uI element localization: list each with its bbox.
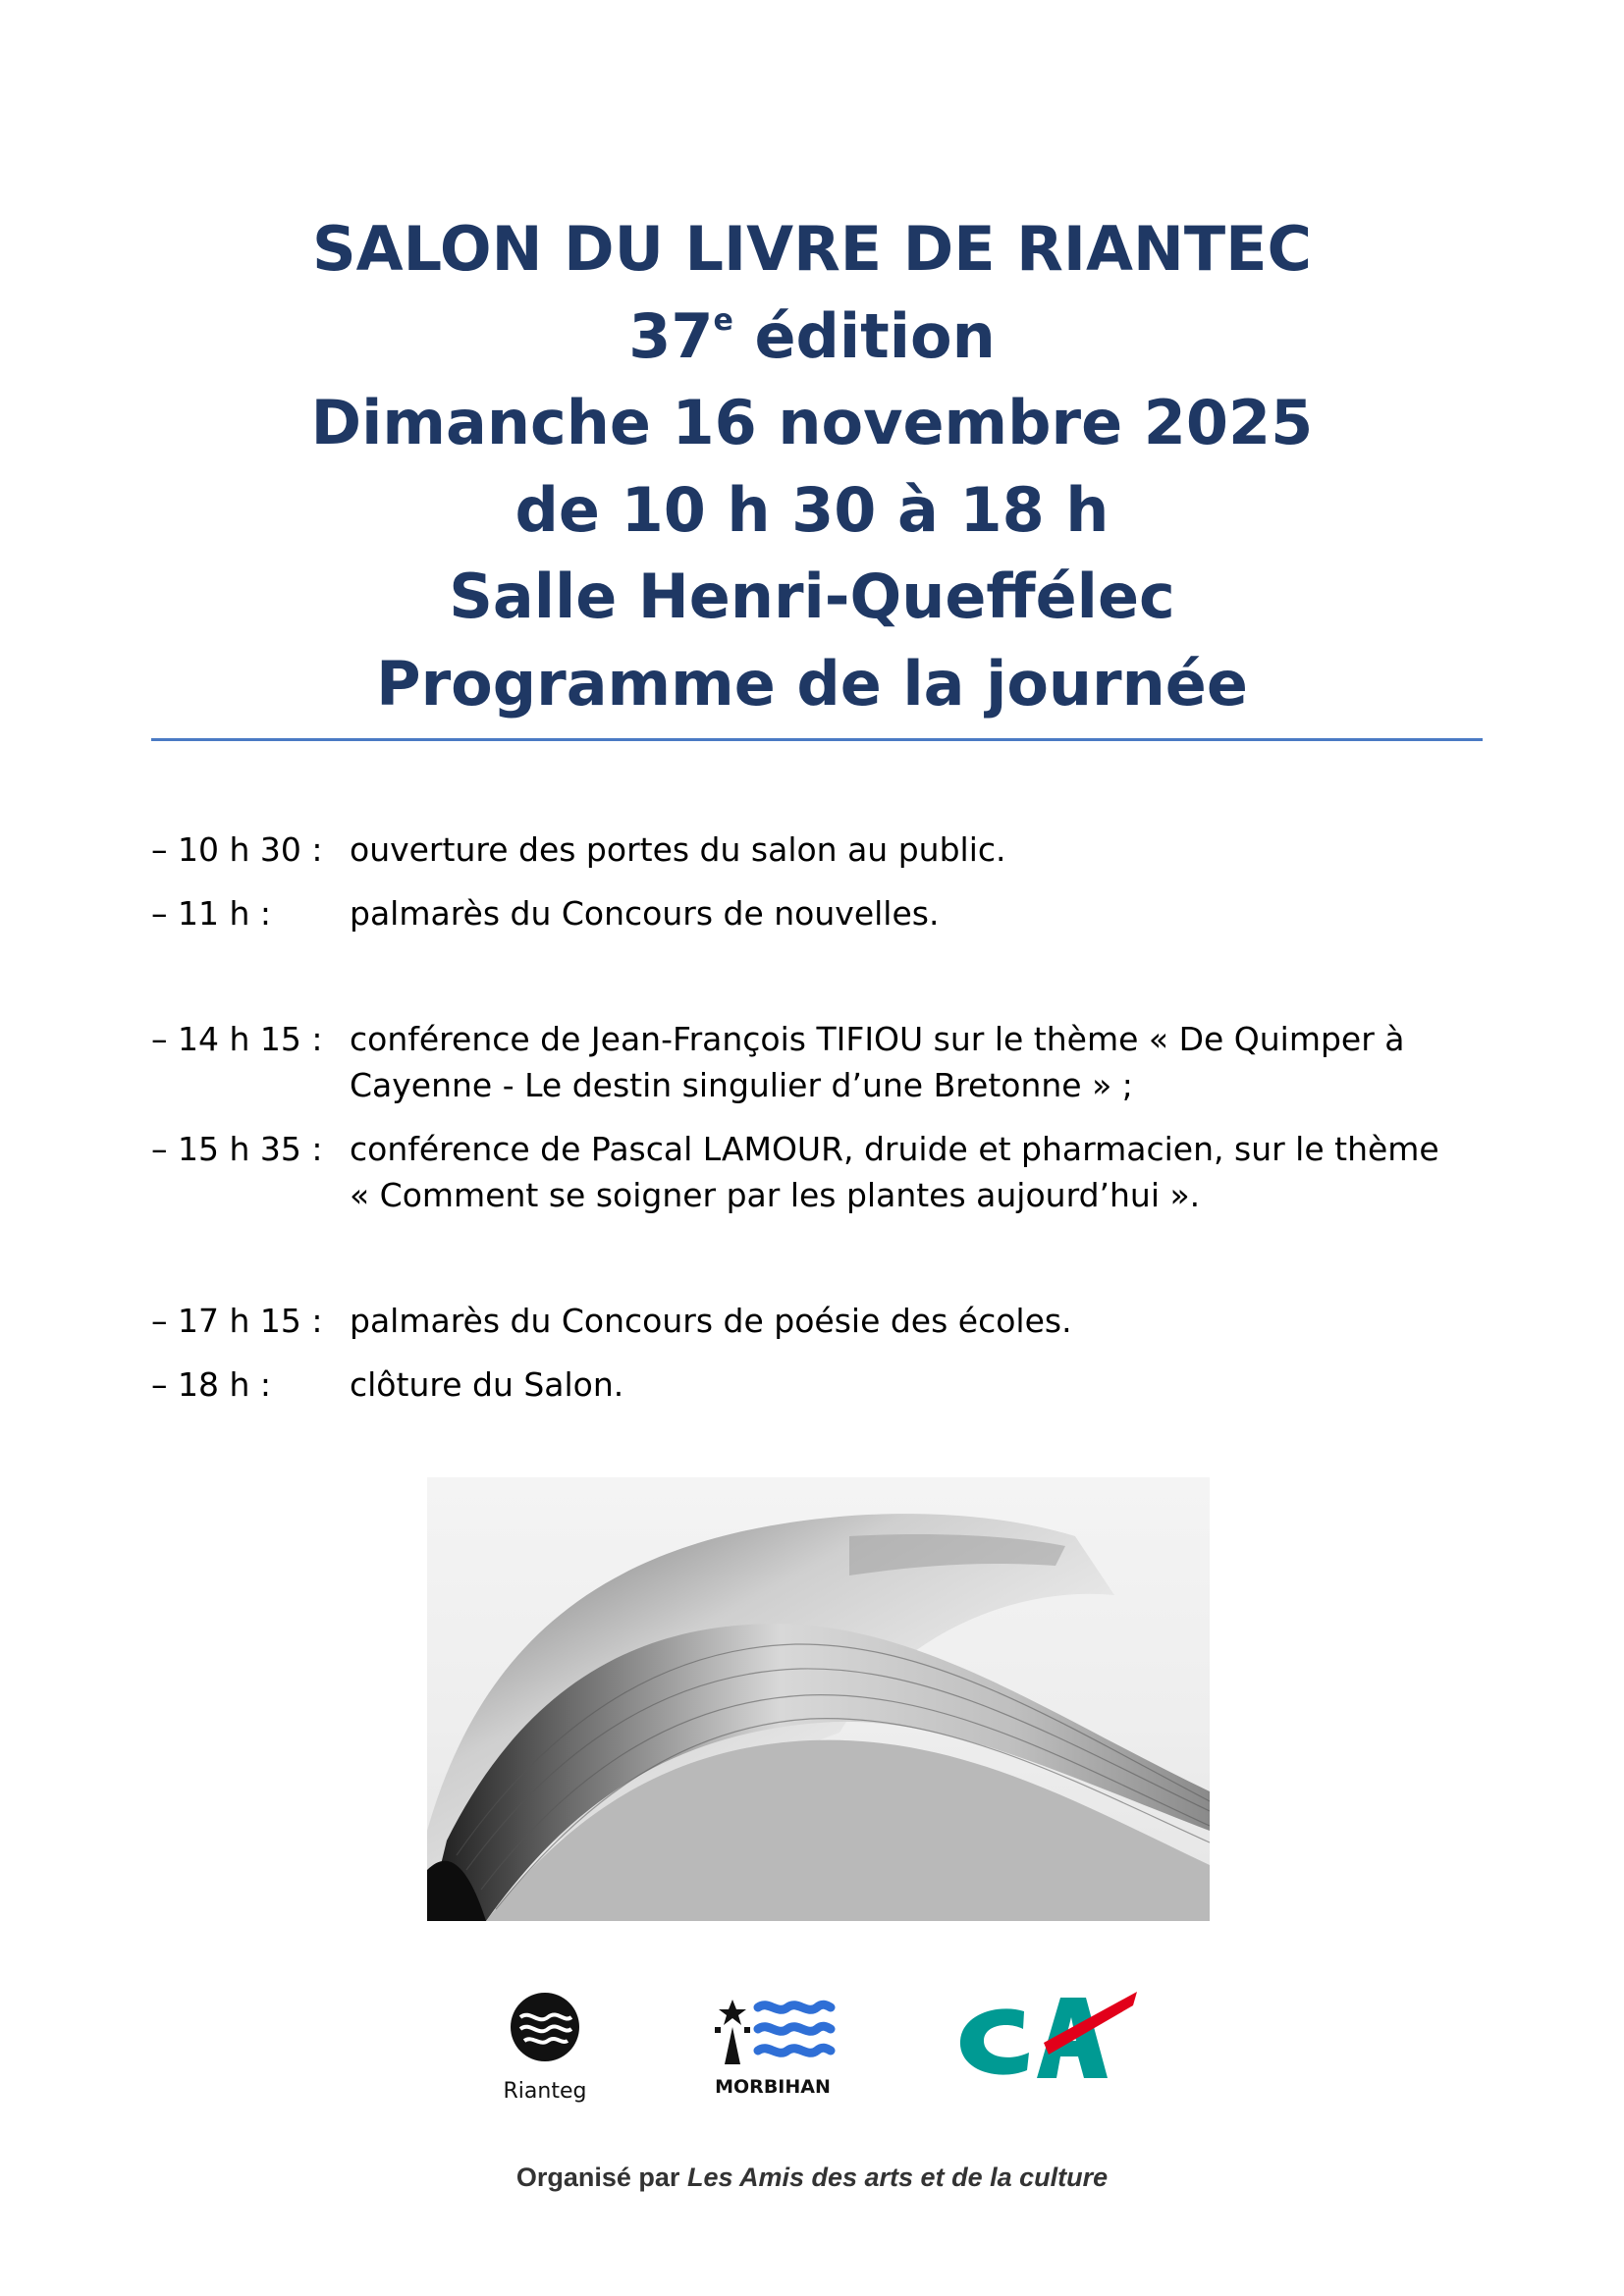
- header-divider: [151, 738, 1483, 741]
- footer-prefix: Organisé par: [515, 2163, 687, 2192]
- entry-text: clôture du Salon.: [350, 1365, 624, 1404]
- footer-organizer: Les Amis des arts et de la culture: [686, 2163, 1109, 2192]
- programme-entry: [151, 1298, 1467, 1344]
- edition-suffix: e: [713, 302, 733, 338]
- edition: [0, 294, 1624, 381]
- programme-heading: Programme de la journée: [376, 647, 1248, 720]
- edition-word: édition: [732, 299, 996, 372]
- entry-time: – 11 h :: [151, 894, 271, 933]
- entry-time: – 14 h 15 :: [151, 1020, 323, 1058]
- entry-text: palmarès du Concours de nouvelles.: [350, 894, 940, 933]
- entry-text: ouverture des portes du salon au public.: [350, 830, 1006, 869]
- entry-time: – 10 h 30 :: [151, 830, 323, 869]
- event-title: SALON DU LIVRE DE RIANTEC: [312, 213, 1312, 285]
- programme-entry: [151, 827, 1467, 873]
- entry-time: – 18 h :: [151, 1365, 271, 1404]
- entry-time: – 15 h 35 :: [151, 1130, 323, 1168]
- sponsor-logos: [0, 1988, 1624, 2115]
- entry-text: palmarès du Concours de poésie des écoles.: [350, 1302, 1072, 1340]
- entry-text: conférence de Jean-François TIFIOU sur le thème « De Quimper à Cayenne - Le destin singulier d’une Bretonne » ;: [350, 1020, 1405, 1104]
- credit-agricole-logo: [950, 1980, 1142, 2103]
- event-hours: de 10 h 30 à 18 h: [514, 473, 1110, 546]
- programme-entry: [151, 1016, 1467, 1108]
- edition-number: 37: [628, 299, 714, 372]
- riantec-logo-text: Rianteg: [503, 2079, 587, 2104]
- event-venue: Salle Henri-Queffélec: [449, 561, 1175, 632]
- riantec-logo: [491, 1988, 599, 2106]
- page-header: [0, 206, 1624, 727]
- programme-list: [151, 827, 1467, 1408]
- entry-text: conférence de Pascal LAMOUR, druide et pharmacien, sur le thème « Comment se soigner par les plantes aujourd’hui ».: [350, 1130, 1439, 1214]
- programme-entry: [151, 890, 1467, 936]
- footer-credit: [0, 2163, 1624, 2193]
- morbihan-logo: [709, 1988, 837, 2106]
- open-book-image: [427, 1477, 1210, 1921]
- morbihan-logo-text: MORBIHAN: [715, 2076, 831, 2098]
- event-date: Dimanche 16 novembre 2025: [310, 387, 1314, 458]
- programme-entry: [151, 1126, 1467, 1218]
- programme-entry: [151, 1362, 1467, 1408]
- entry-time: – 17 h 15 :: [151, 1302, 323, 1340]
